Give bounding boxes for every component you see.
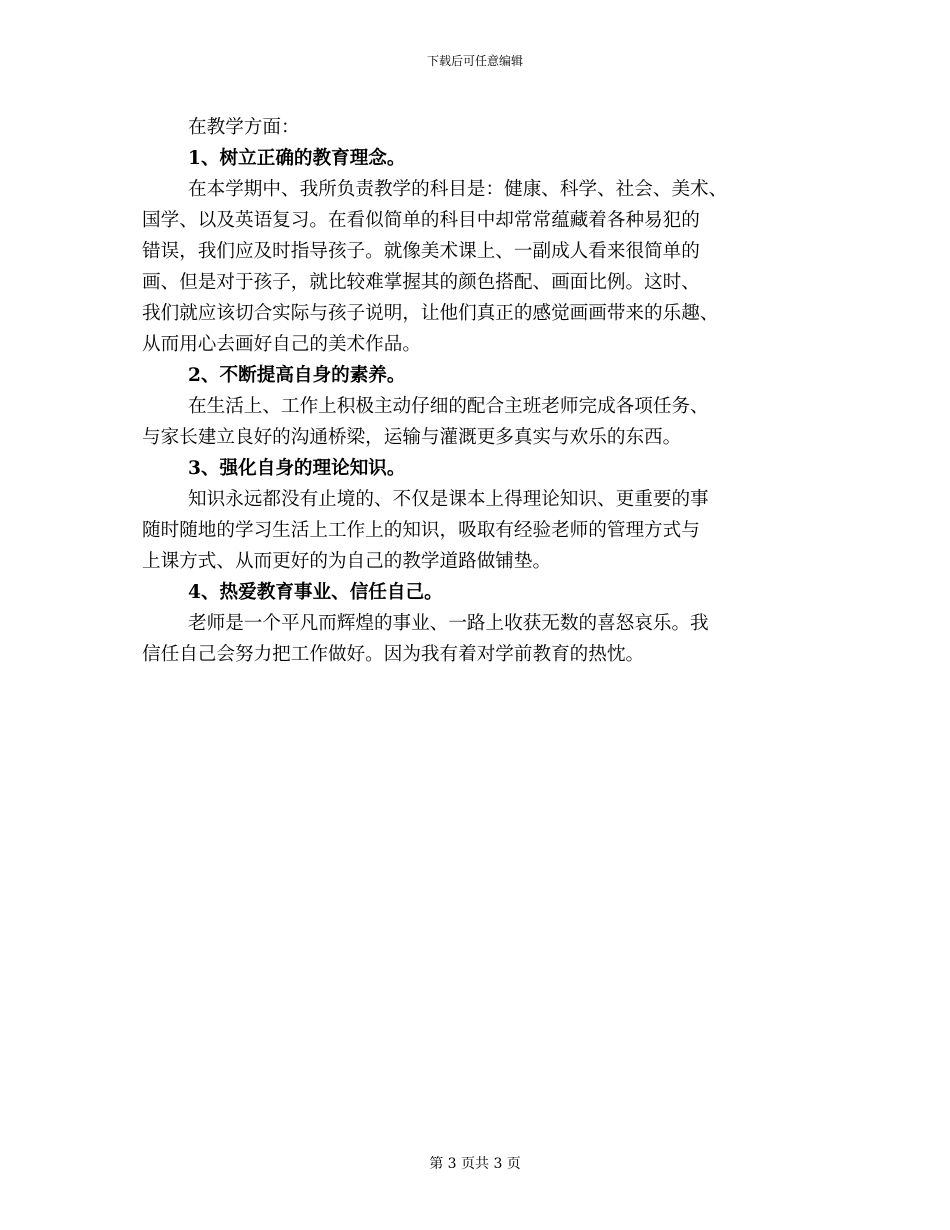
body-line-13: 知识永远都没有止境的、不仅是课本上得理论知识、更重要的事 [188, 489, 709, 510]
body-line-15: 上课方式、从而更好的为自己的教学道路做铺垫。 [142, 551, 552, 572]
body-line-17: 老师是一个平凡而辉煌的事业、一路上收获无数的喜怒哀乐。我 [188, 613, 709, 634]
section-heading-3: 3、强化自身的理论知识。 [188, 458, 406, 479]
body-line-8: 从而用心去画好自己的美术作品。 [142, 334, 421, 355]
body-line-4: 国学、以及英语复习。在看似简单的科目中却常常蕴藏着各种易犯的 [142, 210, 700, 231]
section-heading-4: 4、热爱教育事业、信任自己。 [188, 582, 443, 603]
body-line-14: 随时随地的学习生活上工作上的知识，吸取有经验老师的管理方式与 [142, 520, 700, 541]
body-line-5: 错误，我们应及时指导孩子。就像美术课上、一副成人看来很简单的 [142, 241, 700, 262]
body-line-18: 信任自己会努力把工作做好。因为我有着对学前教育的热忱。 [142, 644, 645, 665]
page-header: 下载后可任意编辑 [426, 54, 523, 68]
body-line-7: 我们就应该切合实际与孩子说明，让他们真正的感觉画画带来的乐趣、 [142, 303, 719, 324]
body-line-1: 在教学方面： [188, 117, 300, 138]
body-line-3: 在本学期中、我所负责教学的科目是：健康、科学、社会、美术、 [188, 179, 728, 200]
section-heading-2: 2、不断提高自身的素养。 [188, 365, 406, 386]
body-line-10: 在生活上、工作上积极主动仔细的配合主班老师完成各项任务、 [188, 396, 709, 417]
body-line-11: 与家长建立良好的沟通桥梁，运输与灌溉更多真实与欢乐的东西。 [142, 427, 682, 448]
page-footer: 第 3 页共 3 页 [429, 1156, 521, 1172]
body-line-6: 画、但是对于孩子，就比较难掌握其的颜色搭配、画面比例。这时、 [142, 272, 700, 293]
section-heading-1: 1、树立正确的教育理念。 [188, 148, 406, 169]
document-body [142, 112, 822, 670]
